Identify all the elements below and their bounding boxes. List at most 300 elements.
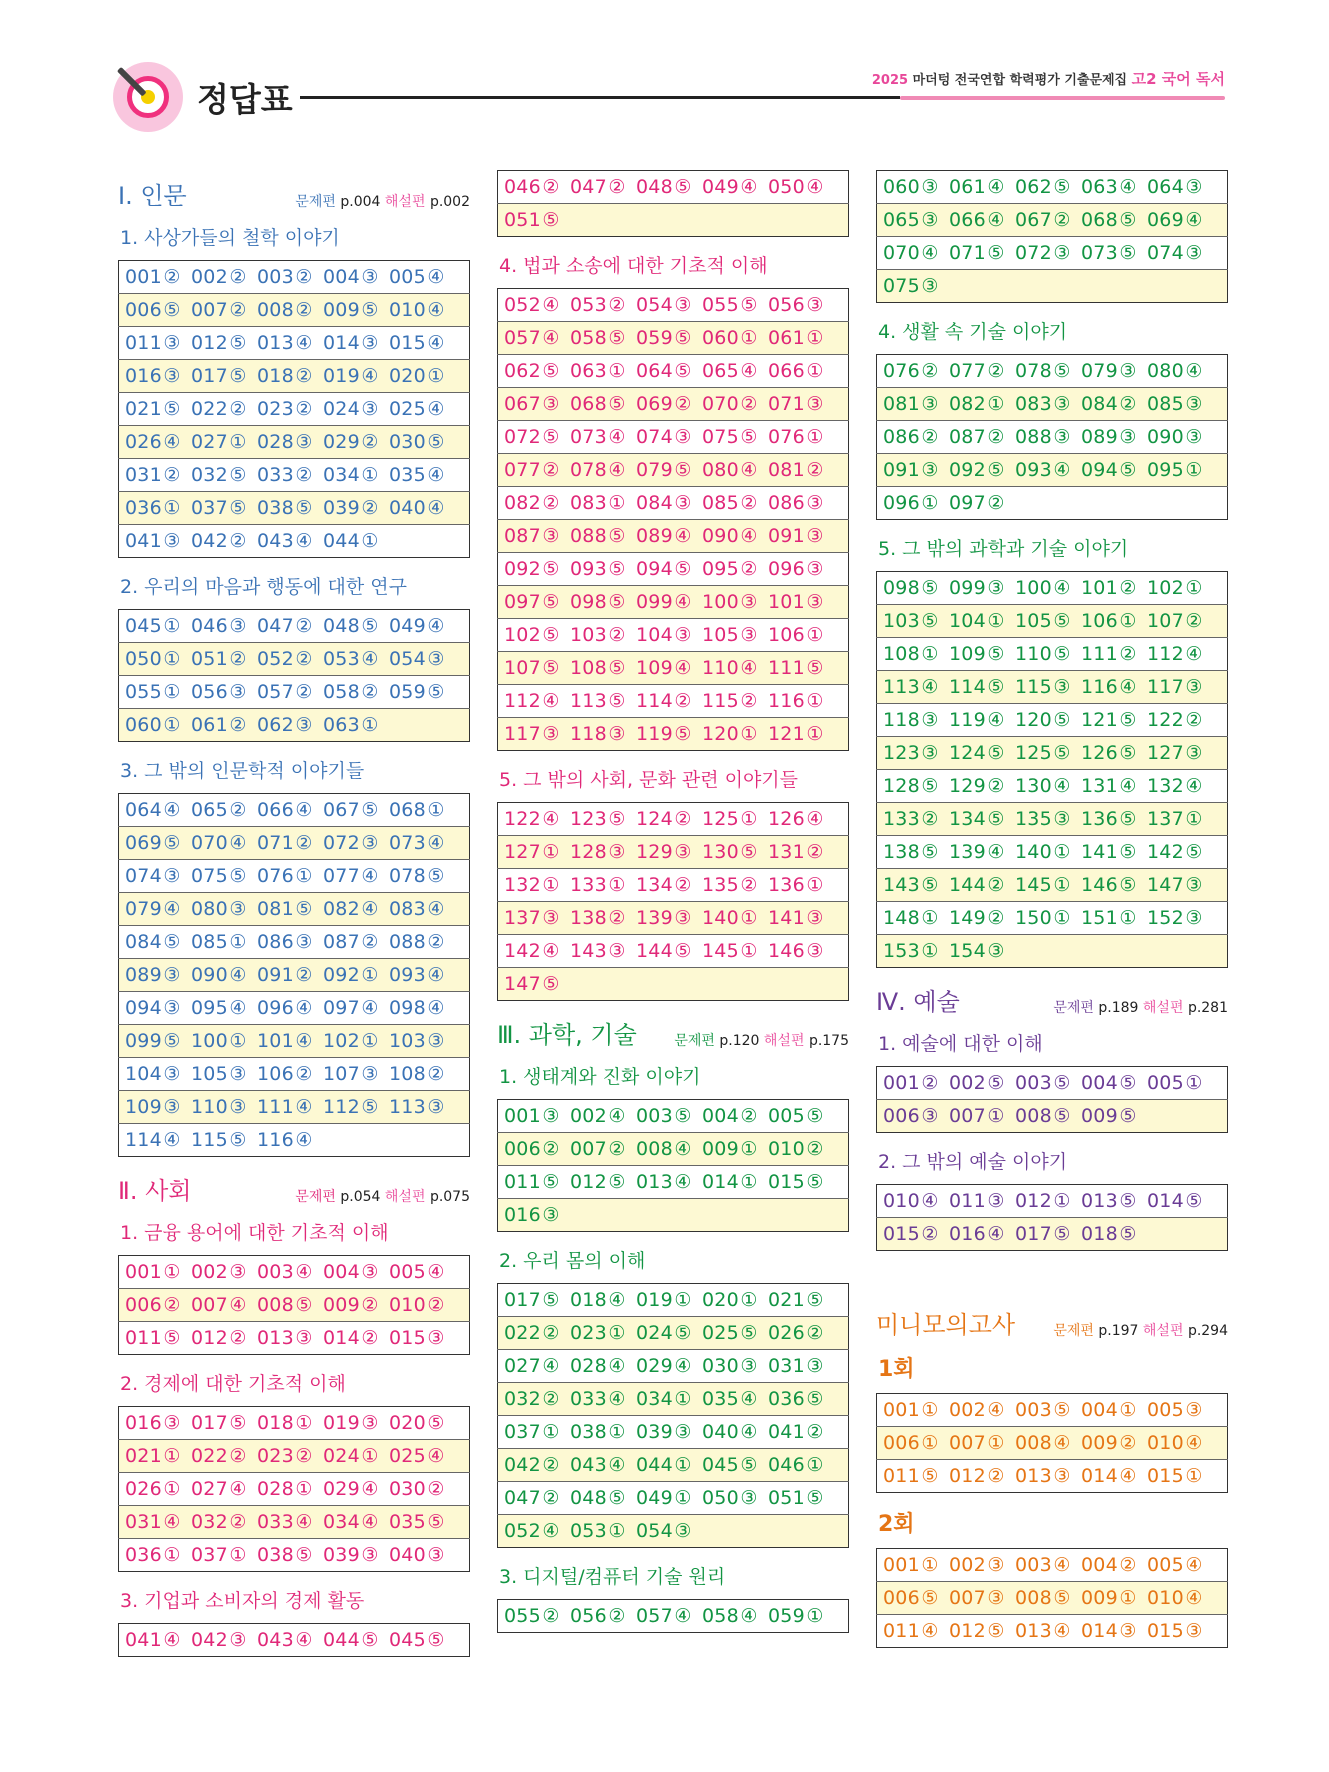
answer-cell: [119, 1440, 470, 1473]
answer-row: [877, 454, 1228, 487]
answer-row: [498, 1284, 849, 1317]
answer-choice: ①: [1119, 1399, 1137, 1421]
answer-choice: ③: [361, 1412, 379, 1434]
answer-choice: ③: [361, 1261, 379, 1283]
answer-choice: ③: [163, 1412, 181, 1434]
answer-choice: ③: [361, 832, 379, 854]
question-number: 098: [389, 997, 426, 1019]
title-divider: [300, 96, 900, 99]
question-number: 148: [883, 907, 920, 929]
answer-choice: ①: [542, 874, 560, 896]
question-number: 154: [949, 940, 986, 962]
question-number: 116: [1081, 676, 1118, 698]
question-number: 060: [125, 714, 162, 736]
answer-choice: ⑤: [608, 1487, 626, 1509]
answer-choice: ③: [542, 525, 560, 547]
answer-choice: ①: [163, 1261, 181, 1283]
answer-choice: ①: [987, 393, 1005, 415]
answer-row: [119, 1506, 470, 1539]
answer-row: [119, 1289, 470, 1322]
answer-choice: ④: [1053, 577, 1071, 599]
question-number: 030: [389, 431, 426, 453]
question-number: 088: [570, 525, 607, 547]
answer-choice: ④: [1119, 676, 1137, 698]
question-number: 006: [504, 1138, 541, 1160]
question-number: 112: [1147, 643, 1184, 665]
question-number: 050: [702, 1487, 739, 1509]
question-number: 115: [702, 690, 739, 712]
question-number: 009: [1081, 1105, 1118, 1127]
answer-choice: ④: [608, 426, 626, 448]
answer-choice: ④: [1119, 176, 1137, 198]
answer-cell: [877, 421, 1228, 454]
answer-choice: ③: [1119, 360, 1137, 382]
question-number: 080: [702, 459, 739, 481]
answer-choice: ③: [674, 907, 692, 929]
answer-choice: ④: [608, 1454, 626, 1476]
section-title: 2. 우리 몸의 이해: [499, 1250, 646, 1272]
section-block: [118, 1369, 470, 1572]
answer-choice: ③: [361, 332, 379, 354]
question-number: 025: [389, 398, 426, 420]
answer-choice: ①: [921, 940, 939, 962]
answer-choice: ④: [542, 690, 560, 712]
answer-table: [118, 260, 470, 558]
question-number: 049: [389, 615, 426, 637]
answer-choice: ⑤: [1053, 610, 1071, 632]
answer-cell: [877, 836, 1228, 869]
question-number: 130: [1015, 775, 1052, 797]
answer-choice: ⑤: [806, 1388, 824, 1410]
question-number: 045: [125, 615, 162, 637]
question-number: 015: [389, 332, 426, 354]
answer-choice: ②: [806, 1322, 824, 1344]
answer-choice: ④: [229, 997, 247, 1019]
answer-cell: [119, 261, 470, 294]
question-number: 072: [1015, 242, 1052, 264]
answer-choice: ①: [361, 714, 379, 736]
answer-choice: ①: [806, 426, 824, 448]
answer-choice: ④: [1119, 775, 1137, 797]
answer-cell: [498, 652, 849, 685]
question-number: 095: [1147, 459, 1184, 481]
answer-choice: ①: [163, 615, 181, 637]
question-number: 016: [125, 1412, 162, 1434]
answer-choice: ⑤: [1053, 742, 1071, 764]
page-header: [0, 0, 1329, 140]
question-number: 086: [768, 492, 805, 514]
answer-choice: ③: [674, 426, 692, 448]
answer-choice: ⑤: [674, 327, 692, 349]
question-number: 053: [570, 1520, 607, 1542]
question-number: 059: [389, 681, 426, 703]
answer-choice: ④: [361, 648, 379, 670]
answer-choice: ⑤: [361, 1096, 379, 1118]
question-number: 019: [323, 1412, 360, 1434]
answer-choice: ①: [921, 1432, 939, 1454]
answer-choice: ③: [1185, 242, 1203, 264]
question-number: 068: [1081, 209, 1118, 231]
question-number: 114: [636, 690, 673, 712]
question-number: 091: [883, 459, 920, 481]
answer-row: [877, 1185, 1228, 1218]
answer-choice: ①: [163, 648, 181, 670]
question-number: 013: [1015, 1465, 1052, 1487]
ref-label-solution: 해설편: [1142, 1000, 1184, 1016]
answer-row: [119, 327, 470, 360]
question-number: 147: [1147, 874, 1184, 896]
question-number: 129: [636, 841, 673, 863]
ref-label-solution: 해설편: [763, 1033, 805, 1049]
answer-choice: ⑤: [740, 841, 758, 863]
part-title: Ⅱ. 사회: [118, 1177, 192, 1205]
question-number: 105: [1015, 610, 1052, 632]
answer-row: [877, 836, 1228, 869]
answer-cell: [877, 638, 1228, 671]
answer-choice: ⑤: [921, 874, 939, 896]
question-number: 115: [1015, 676, 1052, 698]
section-block: [876, 534, 1228, 968]
question-number: 005: [389, 266, 426, 288]
answer-cell: [498, 1350, 849, 1383]
answer-cell: [119, 327, 470, 360]
answer-choice: ②: [295, 615, 313, 637]
answer-choice: ④: [295, 1096, 313, 1118]
answer-choice: ⑤: [987, 676, 1005, 698]
answer-choice: ⑤: [229, 464, 247, 486]
question-number: 099: [636, 591, 673, 613]
answer-choice: ①: [608, 1322, 626, 1344]
answer-row: [119, 959, 470, 992]
answer-choice: ④: [361, 997, 379, 1019]
question-number: 096: [883, 492, 920, 514]
answer-choice: ①: [1053, 874, 1071, 896]
answer-cell: [498, 1416, 849, 1449]
answer-choice: ④: [542, 1355, 560, 1377]
answer-choice: ②: [542, 1605, 560, 1627]
answer-choice: ③: [163, 332, 181, 354]
answer-table: [497, 1599, 849, 1633]
answer-cell: [877, 1394, 1228, 1427]
answer-choice: ④: [674, 657, 692, 679]
question-number: 018: [257, 365, 294, 387]
answer-row: [119, 261, 470, 294]
question-number: 073: [570, 426, 607, 448]
answer-choice: ②: [427, 1478, 445, 1500]
answer-choice: ③: [674, 1520, 692, 1542]
answer-row: [498, 718, 849, 751]
question-number: 020: [389, 1412, 426, 1434]
answer-choice: ①: [987, 1105, 1005, 1127]
answer-table: [118, 1406, 470, 1572]
question-number: 048: [636, 176, 673, 198]
answer-choice: ①: [361, 1445, 379, 1467]
question-number: 105: [191, 1063, 228, 1085]
answer-row: [498, 421, 849, 454]
answer-choice: ④: [608, 1289, 626, 1311]
answer-cell: [119, 676, 470, 709]
answer-choice: ⑤: [361, 1629, 379, 1651]
question-number: 089: [636, 525, 673, 547]
answer-choice: ①: [806, 1454, 824, 1476]
answer-cell: [877, 1185, 1228, 1218]
answer-cell: [119, 860, 470, 893]
question-number: 078: [570, 459, 607, 481]
question-number: 039: [636, 1421, 673, 1443]
answer-choice: ④: [229, 832, 247, 854]
answer-choice: ③: [1185, 176, 1203, 198]
answer-row: [877, 487, 1228, 520]
answer-row: [877, 671, 1228, 704]
ref-page-problem: p.004: [340, 194, 381, 210]
answer-choice: ②: [229, 299, 247, 321]
answer-choice: ④: [295, 1511, 313, 1533]
question-number: 070: [883, 242, 920, 264]
answer-choice: ③: [361, 398, 379, 420]
question-number: 047: [504, 1487, 541, 1509]
answer-choice: ③: [163, 865, 181, 887]
question-number: 085: [191, 931, 228, 953]
question-number: 102: [504, 624, 541, 646]
answer-row: [119, 1322, 470, 1355]
answer-choice: ①: [1185, 1072, 1203, 1094]
answer-choice: ⑤: [427, 1629, 445, 1651]
question-number: 085: [1147, 393, 1184, 415]
answer-row: [877, 355, 1228, 388]
ref-label-problem: 문제편: [295, 194, 336, 210]
answer-table: [497, 170, 849, 237]
answer-choice: ②: [295, 299, 313, 321]
question-number: 138: [570, 907, 607, 929]
question-number: 012: [949, 1465, 986, 1487]
question-number: 091: [257, 964, 294, 986]
answer-choice: ②: [229, 799, 247, 821]
question-number: 005: [1147, 1554, 1184, 1576]
question-number: 123: [570, 808, 607, 830]
question-number: 133: [883, 808, 920, 830]
answer-choice: ⑤: [542, 1171, 560, 1193]
question-number: 119: [636, 723, 673, 745]
answer-choice: ⑤: [921, 1587, 939, 1609]
question-number: 120: [1015, 709, 1052, 731]
answer-choice: ①: [608, 360, 626, 382]
question-number: 107: [1147, 610, 1184, 632]
answer-choice: ⑤: [542, 624, 560, 646]
question-number: 080: [191, 898, 228, 920]
question-number: 062: [257, 714, 294, 736]
answer-choice: ⑤: [1119, 1223, 1137, 1245]
answer-choice: ③: [1185, 426, 1203, 448]
answer-row: [119, 393, 470, 426]
answer-choice: ③: [229, 898, 247, 920]
answer-table: [118, 1623, 470, 1657]
answer-choice: ④: [163, 799, 181, 821]
answer-cell: [119, 1025, 470, 1058]
answer-choice: ⑤: [806, 657, 824, 679]
question-number: 127: [1147, 742, 1184, 764]
question-number: 078: [1015, 360, 1052, 382]
question-number: 005: [768, 1105, 805, 1127]
answer-choice: ⑤: [163, 398, 181, 420]
answer-choice: ③: [1053, 426, 1071, 448]
answer-choice: ②: [608, 1605, 626, 1627]
question-number: 098: [570, 591, 607, 613]
answer-choice: ④: [608, 1105, 626, 1127]
answer-table: [876, 571, 1228, 968]
answer-choice: ③: [542, 907, 560, 929]
question-number: 046: [504, 176, 541, 198]
answer-row: [119, 827, 470, 860]
book-subject: 고2 국어 독서: [1131, 70, 1225, 88]
answer-row: [877, 204, 1228, 237]
question-number: 035: [389, 464, 426, 486]
question-number: 087: [504, 525, 541, 547]
answer-row: [877, 237, 1228, 270]
answer-choice: ③: [674, 1421, 692, 1443]
question-number: 070: [702, 393, 739, 415]
section-block: [876, 317, 1228, 520]
answer-choice: ①: [229, 1544, 247, 1566]
question-number: 061: [949, 176, 986, 198]
answer-choice: ②: [674, 808, 692, 830]
question-number: 058: [702, 1605, 739, 1627]
answer-choice: ①: [542, 1421, 560, 1443]
question-number: 025: [389, 1445, 426, 1467]
part-header: [876, 982, 1228, 1017]
question-number: 071: [257, 832, 294, 854]
answer-choice: ④: [361, 1511, 379, 1533]
answer-choice: ④: [295, 332, 313, 354]
answer-choice: ③: [806, 492, 824, 514]
question-number: 010: [1147, 1432, 1184, 1454]
question-number: 019: [636, 1289, 673, 1311]
answer-choice: ④: [1053, 1554, 1071, 1576]
question-number: 099: [949, 577, 986, 599]
answer-choice: ⑤: [1053, 709, 1071, 731]
answer-table: [876, 1548, 1228, 1648]
question-number: 065: [883, 209, 920, 231]
answer-choice: ①: [163, 714, 181, 736]
ref-page-solution: p.002: [429, 194, 470, 210]
answer-row: [877, 1067, 1228, 1100]
question-number: 012: [949, 1620, 986, 1642]
answer-choice: ⑤: [608, 657, 626, 679]
answer-choice: ②: [229, 530, 247, 552]
ref-page-problem: p.120: [719, 1033, 760, 1049]
answer-cell: [119, 360, 470, 393]
answer-choice: ③: [295, 714, 313, 736]
answer-choice: ②: [163, 464, 181, 486]
question-number: 073: [1081, 242, 1118, 264]
answer-cell: [119, 492, 470, 525]
answer-cell: [877, 388, 1228, 421]
question-number: 041: [768, 1421, 805, 1443]
answer-choice: ②: [295, 464, 313, 486]
answer-choice: ②: [229, 1327, 247, 1349]
answer-choice: ④: [361, 1478, 379, 1500]
answer-row: [877, 1100, 1228, 1133]
question-number: 033: [257, 1511, 294, 1533]
answer-table: [876, 354, 1228, 520]
answer-choice: ②: [674, 874, 692, 896]
answer-cell: [877, 270, 1228, 303]
part-title: Ⅰ. 인문: [118, 182, 187, 210]
answer-row: [498, 1100, 849, 1133]
section-title: 3. 디지털/컴퓨터 기술 원리: [499, 1566, 726, 1588]
section-block: [497, 765, 849, 1001]
answer-choice: ⑤: [987, 459, 1005, 481]
answer-row: [877, 605, 1228, 638]
question-number: 121: [768, 723, 805, 745]
answer-choice: ⑤: [542, 591, 560, 613]
question-number: 122: [1147, 709, 1184, 731]
question-number: 003: [257, 1261, 294, 1283]
answer-choice: ②: [361, 681, 379, 703]
answer-choice: ①: [806, 327, 824, 349]
answer-row: [498, 1482, 849, 1515]
answer-choice: ③: [987, 1554, 1005, 1576]
answer-choice: ①: [163, 1478, 181, 1500]
answer-choice: ③: [542, 393, 560, 415]
question-number: 024: [636, 1322, 673, 1344]
answer-choice: ①: [921, 907, 939, 929]
question-number: 146: [1081, 874, 1118, 896]
answer-cell: [119, 1256, 470, 1289]
question-number: 059: [768, 1605, 805, 1627]
question-number: 051: [191, 648, 228, 670]
question-number: 086: [257, 931, 294, 953]
question-number: 108: [389, 1063, 426, 1085]
question-number: 092: [323, 964, 360, 986]
question-number: 106: [768, 624, 805, 646]
answer-cell: [498, 1133, 849, 1166]
answer-cell: [498, 388, 849, 421]
answer-choice: ④: [740, 525, 758, 547]
answer-choice: ④: [740, 360, 758, 382]
answer-choice: ②: [229, 398, 247, 420]
section-block: [118, 572, 470, 742]
question-number: 014: [1081, 1620, 1118, 1642]
answer-choice: ④: [608, 1355, 626, 1377]
answer-choice: ④: [295, 1261, 313, 1283]
answer-choice: ③: [427, 1096, 445, 1118]
answer-choice: ①: [806, 723, 824, 745]
answer-cell: [119, 709, 470, 742]
question-number: 137: [1147, 808, 1184, 830]
answer-choice: ⑤: [987, 1072, 1005, 1094]
answer-choice: ②: [1053, 209, 1071, 231]
answer-choice: ①: [674, 1289, 692, 1311]
question-number: 074: [1147, 242, 1184, 264]
answer-cell: [119, 525, 470, 558]
answer-choice: ①: [987, 1432, 1005, 1454]
answer-choice: ③: [987, 1190, 1005, 1212]
question-number: 001: [883, 1399, 920, 1421]
answer-cell: [498, 1284, 849, 1317]
question-number: 016: [504, 1204, 541, 1226]
question-number: 128: [570, 841, 607, 863]
ref-page-problem: p.054: [340, 1189, 381, 1205]
question-number: 142: [1147, 841, 1184, 863]
answer-cell: [119, 426, 470, 459]
question-number: 005: [389, 1261, 426, 1283]
question-number: 061: [768, 327, 805, 349]
question-number: 069: [636, 393, 673, 415]
question-number: 024: [323, 1445, 360, 1467]
question-number: 067: [504, 393, 541, 415]
question-number: 124: [636, 808, 673, 830]
question-number: 059: [636, 327, 673, 349]
